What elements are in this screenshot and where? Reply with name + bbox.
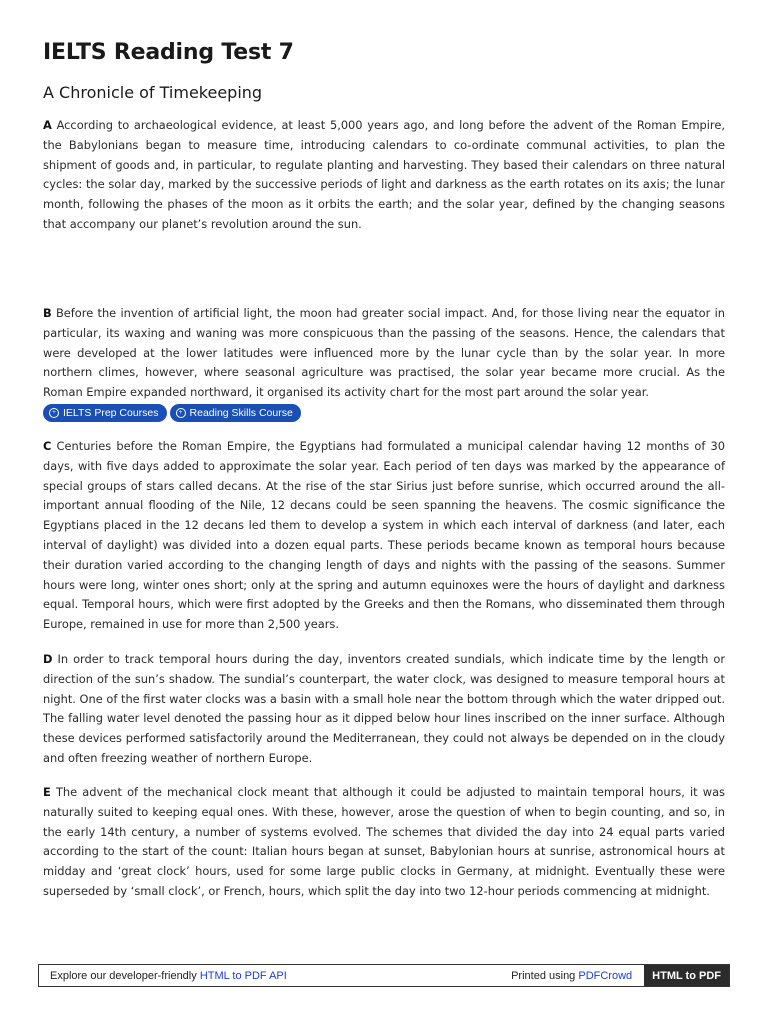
paragraph-e [43,783,725,902]
paragraph-d [43,650,725,769]
article-title: A Chronicle of Timekeeping [43,83,263,102]
html-to-pdf-api-link[interactable]: HTML to PDF API [199,969,287,982]
ielts-prep-courses-link[interactable] [43,404,167,422]
paragraph-b [43,304,725,403]
pill-label: Reading Skills Course [189,407,293,419]
paragraph-text: Centuries before the Roman Empire, the Egyptians had formulated a municipal calendar having 12 months of 30 days, with five days added to approximate the solar year. Each period of ten days was marked by the appearance of special groups of stars called decans. At the rise of the star Sirius just before sunrise, which occurred around the all-important annual flooding of the Nile, 12 decans could be seen spanning the heavens. The cosmic significance the Egyptians placed in the 12 decans led them to develop a system in which each interval of darkness (and later, each interval of daylight) was divided into a dozen equal parts. These periods became known as temporal hours because their duration varied according to the changing length of days and nights with the passing of the seasons. Summer hours were long, winter ones short; only at the spring and autumn equinoxes were the hours of daylight and darkness equal. Temporal hours, which were first adopted by the Greeks and then the Romans, who disseminated them through Europe, remained in use for more than 2,500 years. [43,439,725,632]
paragraph-text: The advent of the mechanical clock meant that although it could be adjusted to maintain temporal hours, it was naturally suited to keeping equal ones. With these, however, arose the question of when to begin counting, and so, in the early 14th century, a number of systems evolved. The schemes that divided the day into 24 equal parts varied according to the start of the count: Italian hours began at sunset, Babylonian hours at sunrise, astronomical hours at midday and ‘great clock’ hours, used for some large public clocks in Germany, at midnight. Eventually these were superseded by ‘small clock’, or French, hours, which split the day into two 12-hour periods commencing at midnight. [43,785,725,898]
html-to-pdf-button[interactable]: HTML to PDF [644,965,729,986]
paragraph-a [43,116,725,235]
paragraph-c [43,437,725,635]
paragraph-letter: E [43,785,51,799]
paragraph-letter: C [43,439,52,453]
paragraph-text: Before the invention of artificial light, the moon had greater social impact. And, for those living near the equator in particular, its waxing and waning was more conspicuous than the passing of the seasons. Hence, the calendars that were developed at the lower latitudes were influenced more by the lunar cycle than by the solar year. In more northern climes, however, where seasonal agriculture was practised, the solar year became more crucial. As the Roman Empire expanded northward, it organised its activity chart for the most part around the solar year. [43,306,725,400]
footer-printed-text: Printed using [511,969,579,982]
page-title: IELTS Reading Test 7 [43,40,294,65]
paragraph-text: According to archaeological evidence, at least 5,000 years ago, and long before the advent of the Roman Empire, the Babylonians began to measure time, introducing calendars to co-ordinate communal activities, to plan the shipment of goods and, in particular, to regulate planting and harvesting. They based their calendars on three natural cycles: the solar day, marked by the successive periods of light and darkness as the earth rotates on its axis; the lunar month, following the phases of the moon as it orbits the earth; and the solar year, defined by the changing seasons that accompany our planet’s revolution around the sun. [43,118,725,231]
pdf-footer-banner [38,964,730,987]
paragraph-text: In order to track temporal hours during the day, inventors created sundials, which indicate time by the length or direction of the sun’s shadow. The sundial’s counterpart, the water clock, was designed to measure temporal hours at night. One of the first water clocks was a basin with a small hole near the bottom through which the water dripped out. The falling water level denoted the passing hour as it dipped below hour lines inscribed on the inner surface. Although these devices performed satisfactorily around the Mediterranean, they could not always be depended on in the cloudy and often freezing weather of northern Europe. [43,652,725,765]
pill-label: IELTS Prep Courses [63,407,159,419]
paragraph-letter: D [43,652,53,666]
paragraph-letter: A [43,118,52,132]
footer-printed [511,970,644,982]
footer-explore-text: Explore our developer-friendly [50,969,200,982]
pdfcrowd-link[interactable]: PDFCrowd [578,969,633,982]
plus-circle-icon: + [49,408,59,418]
plus-circle-icon: + [176,408,186,418]
reading-skills-course-link[interactable] [170,404,301,422]
paragraph-letter: B [43,306,52,320]
footer-explore [39,970,511,982]
course-links [43,404,301,422]
